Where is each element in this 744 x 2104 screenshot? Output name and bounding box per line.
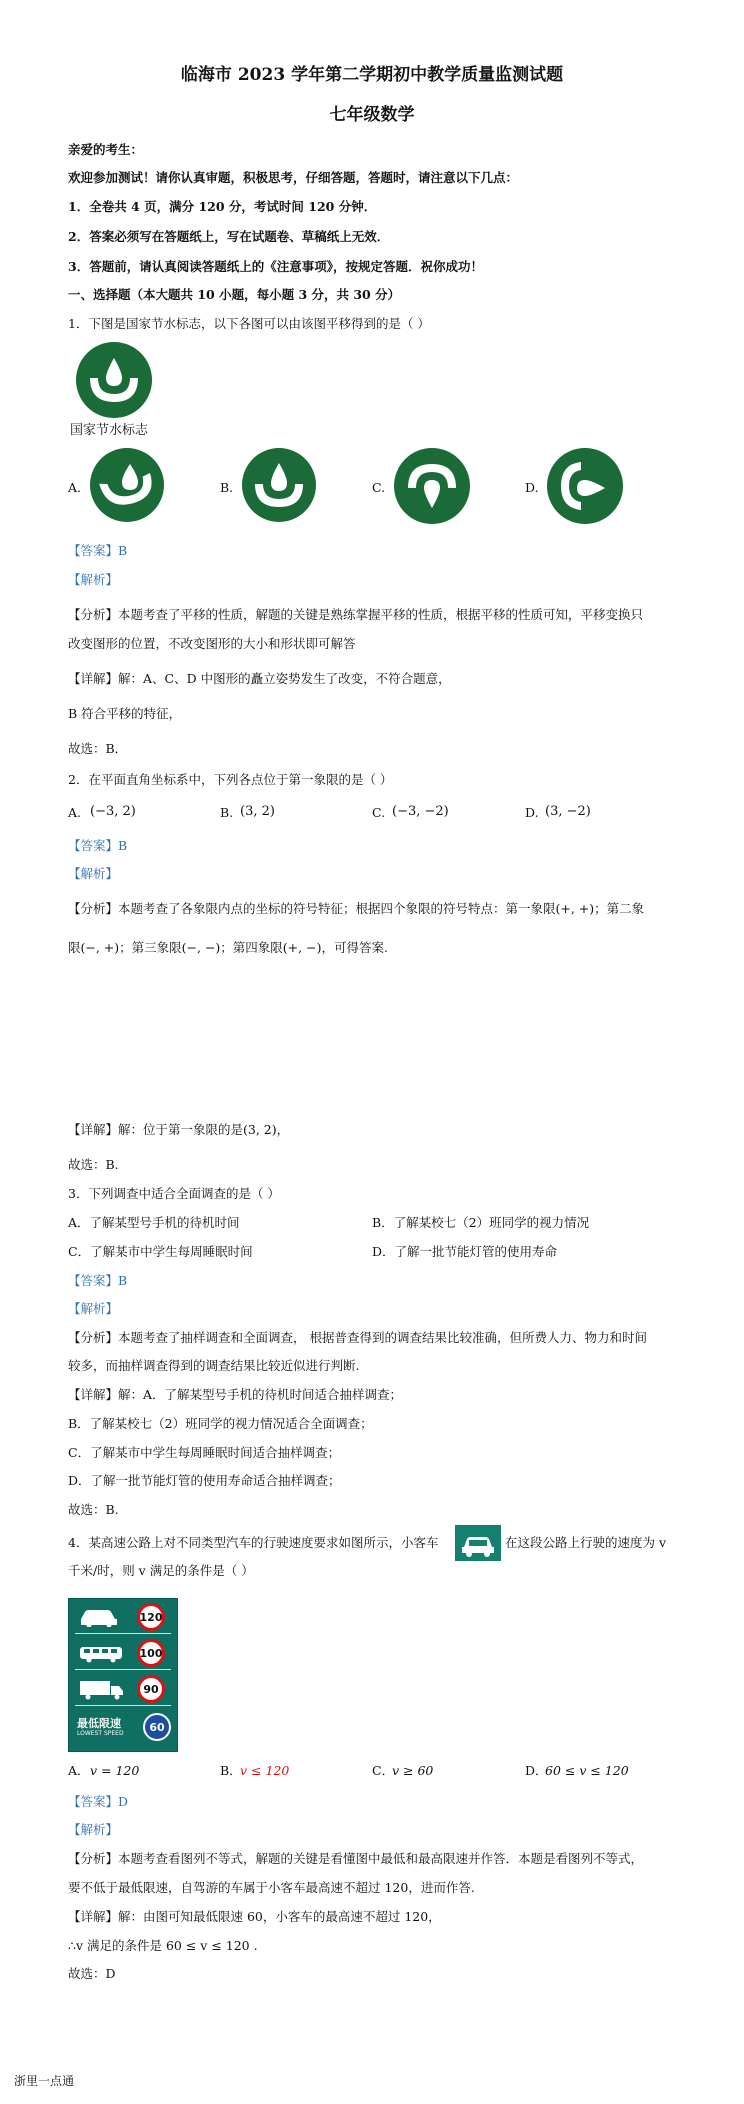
intro-greeting: 亲爱的考生： (68, 142, 144, 157)
q3-detail-c: C．了解某市中学生每周睡眠时间适合抽样调查； (68, 1445, 341, 1460)
sign-row-truck (75, 1673, 171, 1706)
q3-detail-b: B．了解某校七（2）班同学的视力情况适合全面调查； (68, 1416, 373, 1431)
page-title: 临海市 2023 学年第二学期初中教学质量监测试题 (180, 65, 564, 85)
intro-note-3: 3．答题前，请认真阅读答题纸上的《注意事项》，按规定答题．祝你成功！ (68, 259, 483, 274)
q4-option-c-label: C． (372, 1763, 395, 1778)
q4-stem-line-1b: 在这段公路上行驶的速度为 v (505, 1535, 667, 1550)
q4-detail: 【详解】解：由图可知最低限速 60，小客车的最高速不超过 120， (68, 1909, 441, 1924)
q3-stem: 3．下列调查中适合全面调查的是（ ） (68, 1186, 280, 1201)
q2-conclusion: 故选：B. (68, 1157, 119, 1172)
q3-conclusion: 故选：B. (68, 1502, 119, 1517)
q2-option-d-label: D. (525, 805, 539, 820)
q2-option-b-value: (3, 2) (240, 804, 275, 819)
q1-option-b-icon (242, 448, 316, 522)
q4-detail-2: ∴v 满足的条件是 60 ≤ v ≤ 120 . (68, 1938, 258, 1953)
page-subtitle: 七年级数学 (329, 105, 415, 125)
q4-analysis-line-1: 【分析】本题考查看图列不等式，解题的关键是看懂图中最低和最高限速并作答．本题是看图列不等式， (68, 1851, 644, 1866)
sign-row-car (75, 1601, 171, 1634)
intro-note-2: 2．答案必须写在答题纸上，写在试题卷、草稿纸上无效． (68, 229, 390, 244)
q4-option-c-value: v ≥ 60 (392, 1763, 434, 1778)
intro-note-1: 1．全卷共 4 页，满分 120 分，考试时间 120 分钟． (68, 199, 377, 214)
q3-option-b: B．了解某校七（2）班同学的视力情况 (372, 1215, 590, 1230)
q1-option-d-icon (547, 448, 623, 524)
q3-option-a: A．了解某型号手机的待机时间 (68, 1215, 240, 1230)
q1-option-c-label: C. (372, 480, 386, 495)
q4-option-d-label: D． (525, 1763, 548, 1778)
speed-100-badge: 100 (137, 1639, 165, 1667)
water-saving-logo-icon (76, 342, 152, 418)
q1-analysis-tag: 【解析】 (68, 572, 119, 587)
q4-option-d-value: 60 ≤ v ≤ 120 (545, 1763, 629, 1778)
sign-row-bus (75, 1637, 171, 1670)
logo-caption: 国家节水标志 (70, 423, 149, 438)
q3-analysis-line-2: 较多，而抽样调查得到的调查结果比较近似进行判断. (68, 1358, 360, 1373)
q4-answer: 【答案】D (68, 1794, 129, 1809)
q1-option-d-label: D. (525, 480, 539, 495)
q4-option-a-value: v = 120 (90, 1763, 140, 1778)
q2-analysis-tag: 【解析】 (68, 866, 119, 881)
q3-detail-a: 【详解】解：A．了解某型号手机的待机时间适合抽样调查； (68, 1387, 403, 1402)
q1-analysis-line-2: 改变图形的位置，不改变图形的大小和形状即可解答 (68, 636, 356, 651)
q1-option-a-label: A. (68, 480, 82, 495)
q1-option-a-icon (90, 448, 164, 522)
q3-analysis-tag: 【解析】 (68, 1301, 119, 1316)
q2-option-c-value: (−3, −2) (392, 804, 449, 819)
car-icon (79, 1609, 119, 1627)
q2-option-a-label: A. (68, 805, 82, 820)
q4-option-b-value: v ≤ 120 (240, 1763, 290, 1778)
bus-icon (79, 1645, 123, 1663)
q1-detail-2: B 符合平移的特征， (68, 706, 182, 721)
q1-conclusion: 故选：B． (68, 741, 128, 756)
q2-option-d-value: (3, −2) (545, 804, 591, 819)
minimum-speed-label: 最低限速 (77, 1717, 121, 1730)
speed-90-badge: 90 (137, 1675, 165, 1703)
q2-answer: 【答案】B (68, 838, 128, 853)
q4-stem-line-1: 4．某高速公路上对不同类型汽车的行驶速度要求如图所示，小客车 (68, 1535, 439, 1550)
q2-option-c-label: C. (372, 805, 386, 820)
q2-option-a-value: (−3, 2) (90, 804, 136, 819)
q2-stem: 2．在平面直角坐标系中，下列各点位于第一象限的是（ ） (68, 772, 393, 787)
q4-analysis-line-2: 要不低于最低限速，自驾游的车属于小客车最高速不超过 120，进而作答. (68, 1880, 475, 1895)
q3-detail-d: D．了解一批节能灯管的使用寿命适合抽样调查； (68, 1473, 341, 1488)
q1-detail: 【详解】解：A、C、D 中图形的矗立姿势发生了改变，不符合题意， (68, 671, 451, 686)
q4-conclusion: 故选：D (68, 1966, 116, 1981)
intro-welcome: 欢迎参加测试！请你认真审题，积极思考，仔细答题，答题时，请注意以下几点： (68, 170, 519, 185)
q1-answer: 【答案】B (68, 543, 128, 558)
speed-120-badge: 120 (137, 1603, 165, 1631)
q4-analysis-tag: 【解析】 (68, 1822, 119, 1837)
q2-analysis-line-1: 【分析】本题考查了各象限内点的坐标的符号特征；根据四个象限的符号特点：第一象限(+, +)；第二象 (68, 901, 645, 916)
q2-analysis-line-2: 限(−, +)；第三象限(−, −)；第四象限(+, −)，可得答案. (68, 940, 388, 955)
sign-row-minimum (75, 1711, 171, 1745)
passenger-car-icon (455, 1525, 501, 1561)
q1-stem: 1．下图是国家节水标志，以下各图可以由该图平移得到的是（ ） (68, 316, 430, 331)
q3-analysis-line-1: 【分析】本题考查了抽样调查和全面调查， 根据普查得到的调查结果比较准确，但所费人力、物力和时间 (68, 1330, 647, 1345)
minimum-speed-badge: 60 (143, 1713, 171, 1741)
q2-detail: 【详解】解：位于第一象限的是(3, 2)， (68, 1122, 290, 1137)
q4-stem-line-2: 千米/时，则 v 满足的条件是（ ） (68, 1563, 254, 1578)
speed-limit-sign (68, 1598, 178, 1752)
truck-icon (79, 1679, 125, 1701)
q2-option-b-label: B. (220, 805, 234, 820)
q4-option-b-label: B． (220, 1763, 242, 1778)
minimum-speed-english: LOWEST SPEED (77, 1730, 124, 1737)
q3-option-c: C．了解某市中学生每周睡眠时间 (68, 1244, 253, 1259)
q3-option-d: D．了解一批节能灯管的使用寿命 (372, 1244, 558, 1259)
q4-option-a-label: A． (68, 1763, 90, 1778)
q1-option-b-label: B. (220, 480, 234, 495)
section-heading: 一、选择题（本大题共 10 小题，每小题 3 分，共 30 分） (68, 287, 401, 302)
q3-answer: 【答案】B (68, 1273, 128, 1288)
q1-option-c-icon (394, 448, 470, 524)
footer-brand: 浙里一点通 (14, 2074, 75, 2088)
q1-analysis-line-1: 【分析】本题考查了平移的性质，解题的关键是熟练掌握平移的性质，根据平移的性质可知，平移变换只 (68, 607, 644, 622)
